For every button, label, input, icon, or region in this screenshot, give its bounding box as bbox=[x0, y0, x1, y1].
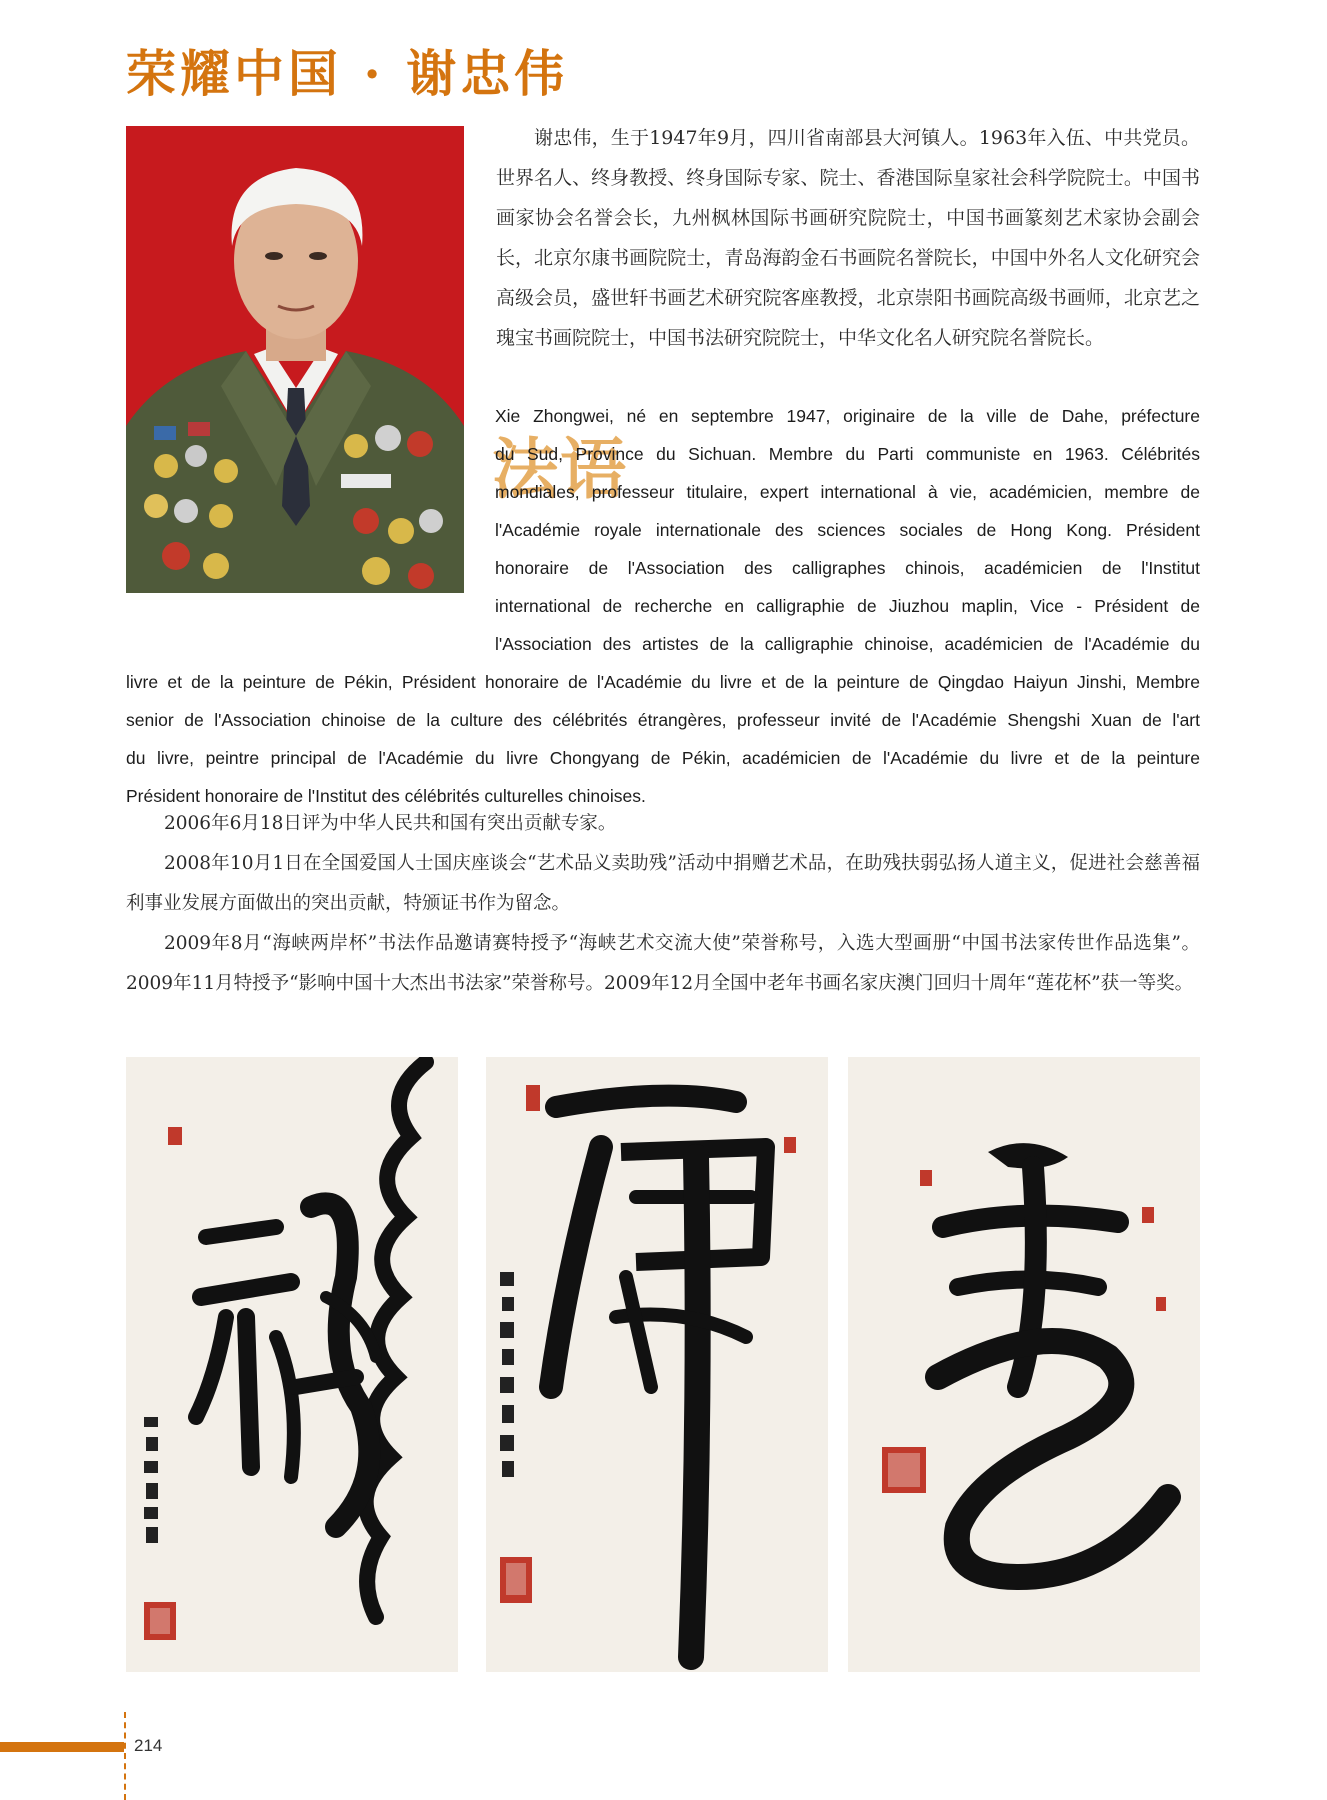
achievements bbox=[126, 804, 1200, 1004]
biography-french-line: l'Association des artistes de la calligraphie chinoise, académicien de l'Académie du bbox=[495, 634, 1200, 654]
biography-chinese-text: 谢忠伟，生于1947年9月，四川省南部县大河镇人。1963年入伍、中共党员。世界名人、终身教授、终身国际专家、院士、香港国际皇家社会科学院院士。中国书画家协会名誉会长，九州枫林国际书画研究院院士，中国书画篆刻艺术家协会副会长，北京尔康书画院院士，青岛海韵金石书画院名誉院长，中国中外名人文化研究会高级会员，盛世轩书画艺术研究院客座教授，北京崇阳书画院高级书画师，北京艺之瑰宝书画院院士，中国书法研究院院士，中华文化名人研究院名誉院长。 bbox=[496, 127, 1200, 349]
page-number: 214 bbox=[134, 1736, 163, 1755]
biography-french-line: du Sud, Province du Sichuan. Membre du Parti communiste en 1963. Célébrités bbox=[495, 444, 1200, 464]
footer-dashed-divider bbox=[124, 1712, 126, 1800]
biography-french bbox=[126, 397, 1200, 815]
biography-chinese bbox=[496, 118, 1200, 358]
biography-french-line: mondiales, professeur titulaire, expert international à vie, académicien, membre de bbox=[495, 482, 1200, 502]
achievement-item: 2006年6月18日评为中华人民共和国有突出贡献专家。 bbox=[164, 813, 617, 834]
artwork-tiger-calligraphy bbox=[486, 1057, 828, 1672]
biography-french-line: livre et de la peinture de Pékin, Président honoraire de l'Académie du livre et de la peinture de Qingdao Haiyun Jinshi, Membre bbox=[126, 672, 1200, 692]
biography-french-line: honoraire de l'Association des calligraphes chinois, académicien de l'Institut bbox=[495, 558, 1200, 578]
biography-french-line: international de recherche en calligraphie de Jiuzhou maplin, Vice - Président de bbox=[495, 596, 1200, 616]
french-watermark-label: 法语 bbox=[492, 430, 628, 508]
biography-french-line: l'Académie royale internationale des sciences sociales de Hong Kong. Président bbox=[495, 520, 1200, 540]
artwork-dragon-calligraphy bbox=[126, 1057, 458, 1672]
achievement-item: 2008年10月1日在全国爱国人士国庆座谈会“艺术品义卖助残”活动中捐赠艺术品，在助残扶弱弘扬人道主义，促进社会慈善福利事业发展方面做出的突出贡献，特颁证书作为留念。 bbox=[126, 853, 1200, 914]
artwork-longevity-calligraphy bbox=[848, 1057, 1200, 1672]
biography-french-line: senior de l'Association chinoise de la culture des célébrités étrangères, professeur invité de l'Académie Shengshi Xuan de l'art bbox=[126, 710, 1200, 730]
page-title: 荣耀中国 · 谢忠伟 bbox=[126, 44, 569, 103]
footer-accent-bar bbox=[0, 1742, 124, 1752]
biography-french-line: Xie Zhongwei, né en septembre 1947, originaire de la ville de Dahe, préfecture bbox=[495, 406, 1200, 426]
biography-french-line: Président honoraire de l'Institut des célébrités culturelles chinoises. bbox=[126, 786, 646, 806]
achievement-item: 2009年8月“海峡两岸杯”书法作品邀请赛特授予“海峡艺术交流大使”荣誉称号，入选大型画册“中国书法家传世作品选集”。2009年11月特授予“影响中国十大杰出书法家”荣誉称号。2009年12月全国中老年书画名家庆澳门回归十周年“莲花杯”获一等奖。 bbox=[126, 933, 1200, 994]
biography-french-line: du livre, peintre principal de l'Académie du livre Chongyang de Pékin, académicien de l'Académie du livre et de la peinture bbox=[126, 748, 1200, 768]
